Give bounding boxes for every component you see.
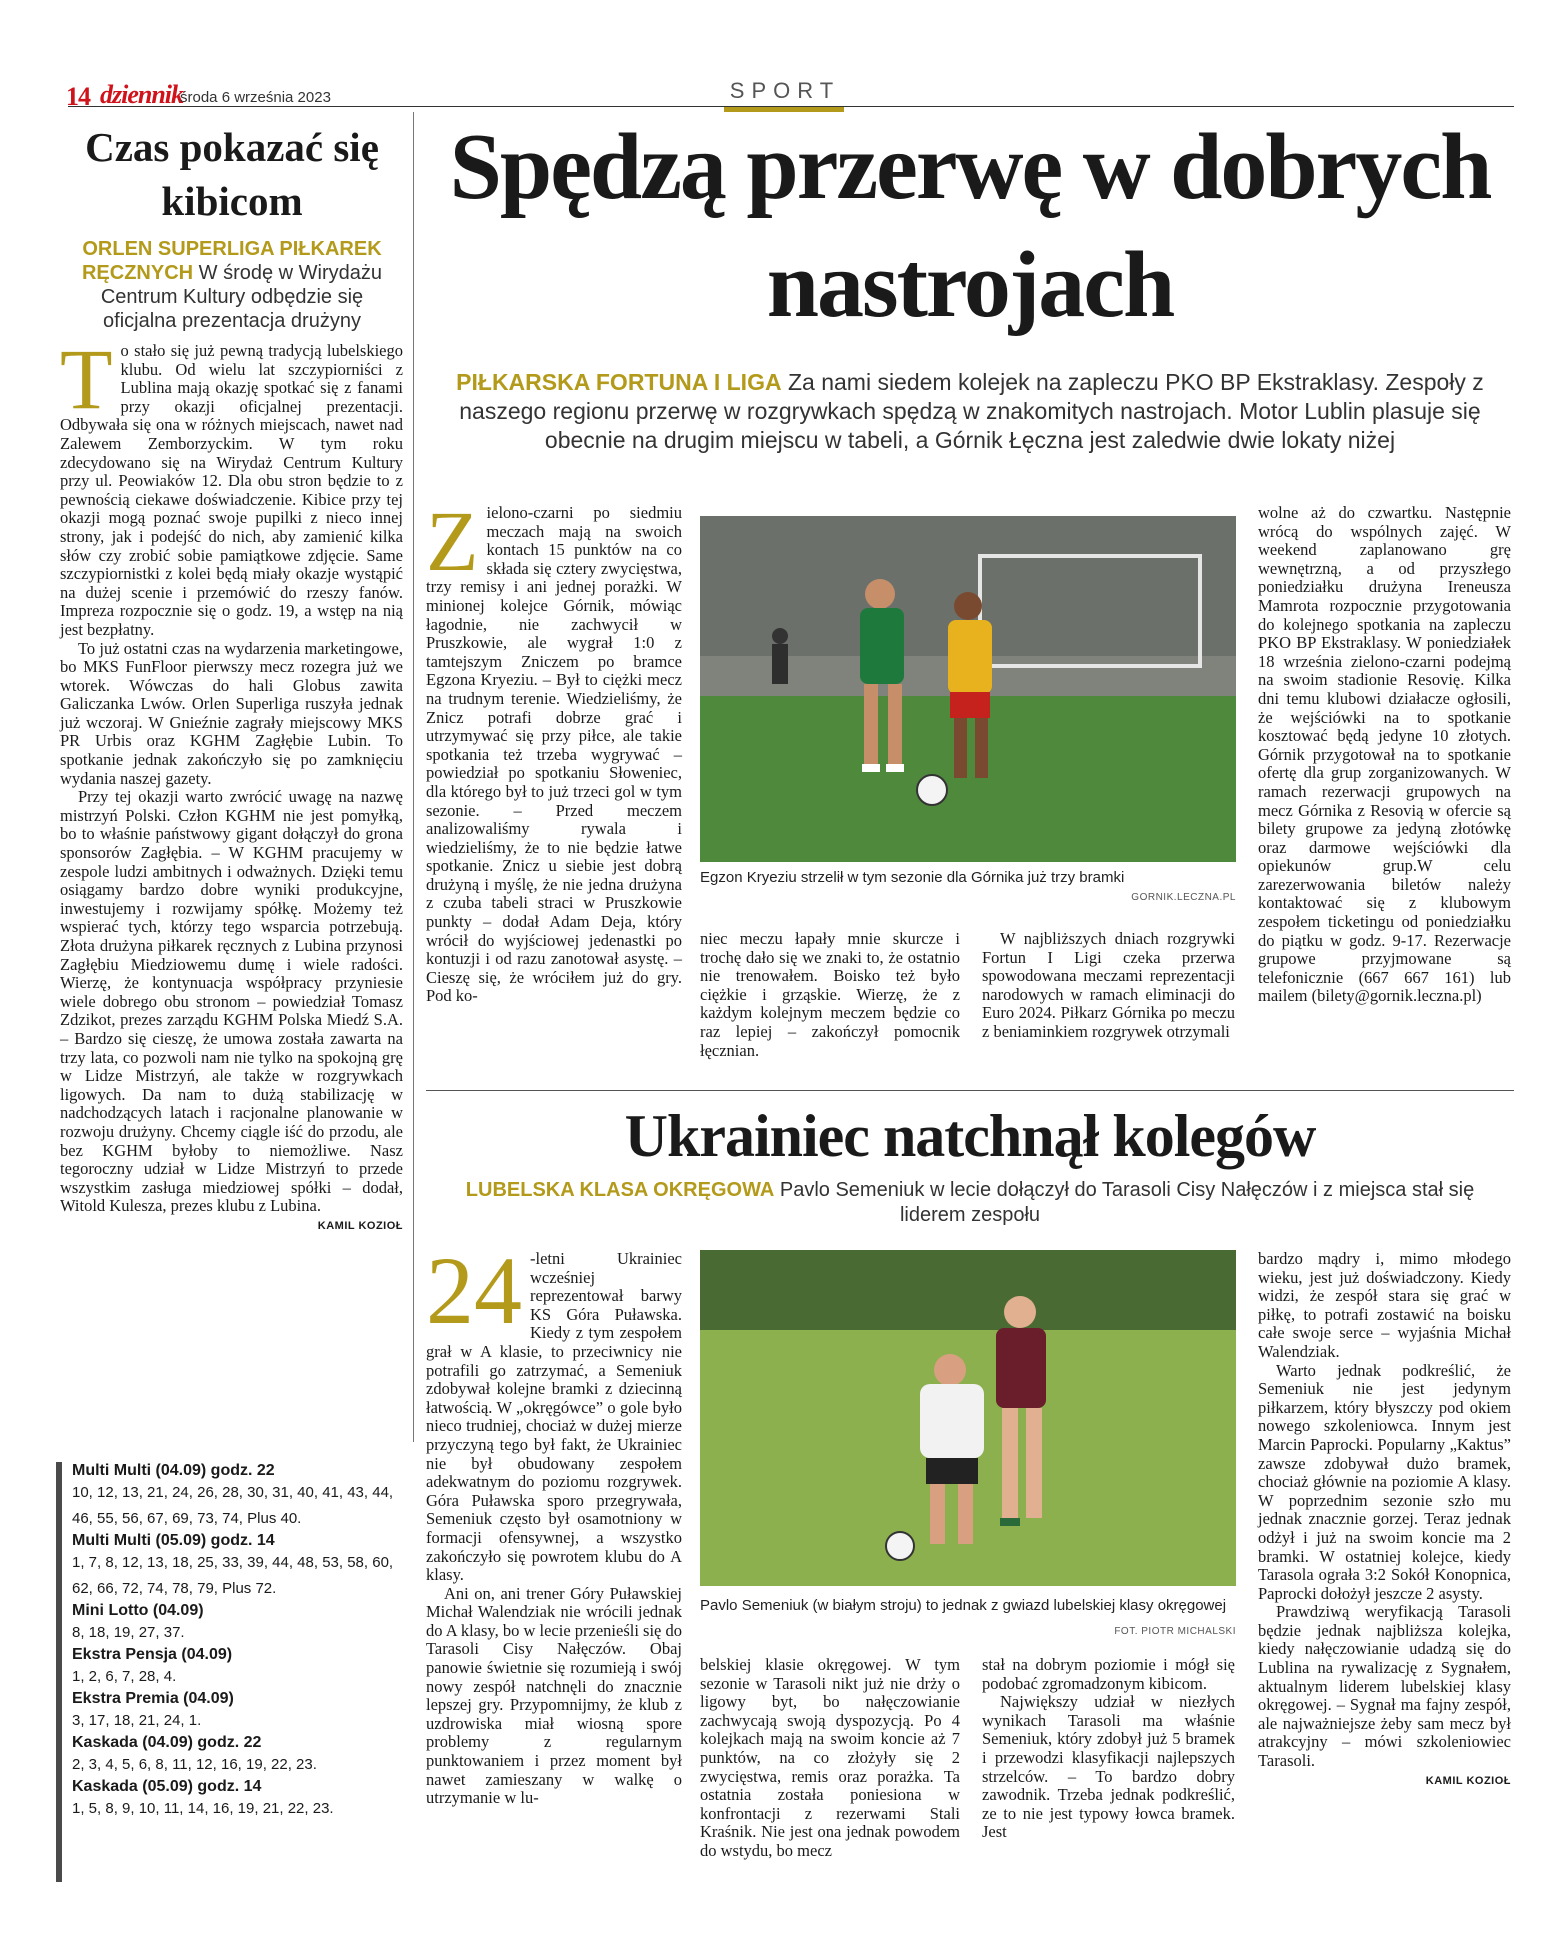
- left-article-dropcap: T: [60, 331, 113, 427]
- second-article-col4a-text: bardzo mądry i, mimo młodego wieku, jest już doświadczony. Kiedy widzi, że zespół stara się grać w piłkę, to potrafi zostawić na boisku całe swoje serce – wyjaśnia Michał Walendziak.: [1258, 1249, 1511, 1361]
- lotto-title: Ekstra Premia (04.09): [72, 1690, 234, 1707]
- second-article-col3a-text: stał na dobrym poziomie i mógł się podobać zgromadzonym kibicom.: [982, 1655, 1235, 1693]
- issue-date: środa 6 września 2023: [180, 89, 331, 106]
- left-article-byline: KAMIL KOZIOŁ: [317, 1219, 403, 1232]
- match-photo-illustration: [700, 516, 1236, 862]
- second-article-column-3: [982, 1656, 1235, 1842]
- main-article-column-1: [426, 493, 682, 1006]
- lotto-numbers: 1, 5, 8, 9, 10, 11, 14, 16, 19, 21, 22, 23.: [72, 1800, 334, 1817]
- main-photo-caption: Egzon Kryeziu strzelił w tym sezonie dla Górnika już trzy bramki: [700, 869, 1125, 886]
- second-article-column-2: [700, 1656, 960, 1861]
- second-article-col4b-text: Warto jednak podkreślić, że Semeniuk nie jest jedynym piłkarzem, który błyszczy pod okiem nowego szkoleniowca. Innym jest Marcin Paprocki. Popularny „Kaktus” zawsze zdobywał dużo bramek, chociaż głównie na poziomie A klasy. W poprzednim sezonie szło mu jednak znacznie gorzej. Teraz jednak odżył i już na swoim koncie ma 2 bramki. W ostatniej kolejce, kiedy Tarasola ograła 3:2 Sokół Konopnica, Paprocki dołożył jeszcze 2 asysty.: [1258, 1360, 1511, 1603]
- lotto-numbers: 10, 12, 13, 21, 24, 26, 28, 30, 31, 40, 41, 43, 44, 46, 55, 56, 67, 69, 73, 74, Plus 40.: [72, 1484, 394, 1527]
- main-article-column-4: [1258, 504, 1511, 1006]
- main-article-column-3: [982, 930, 1235, 1042]
- brand-logo: dziennik: [100, 80, 184, 109]
- lotto-title: Kaskada (04.09) godz. 22: [72, 1734, 262, 1751]
- second-article-lede-text: Pavlo Semeniuk w lecie dołączył do Tarasoli Cisy Nałęczów i z miejsca stał się liderem zespołu: [779, 1179, 1475, 1226]
- main-article-col4-text: wolne aż do czwartku. Następnie wrócą do wspólnych zajęć. W weekend zaplanowano grę wewnętrzną, a od przyszłego poniedziałku drużyna Ireneusza Mamrota rozpocznie przygotowania do kolejnego spotkania na zapleczu PKO BP Ekstraklasy. W poniedziałek 18 września zielono-czarni podejmą na swoim stadionie Resovię. Kilka dni temu klubowi działacze ogłosili, że wejściówki na to spotkanie kosztować będą jedyne 10 złotych. Górnik przygotował na to spotkanie ofertę dla grup zorganizowanych. W ramach rezerwacji grupowych na mecz Górnika z Resovią w ofercie są bilety grupowe za jedyną złotówkę oraz darmowe wejściówki dla opiekunów grup.W celu zarezerwowania biletów należy kontaktować się z klubowym zespołem ticketingu od poniedziałku do piątku w godz. 9-17. Rezerwacje grupowe przyjmowane są telefonicznie (667 667 161) lub mailem (bilety@gornik.leczna.pl): [1258, 503, 1511, 1006]
- article-divider: [426, 1090, 1514, 1091]
- lotto-list: [72, 1462, 398, 1822]
- left-article-kicker: ORLEN SUPERLIGA PIŁKAREK RĘCZNYCH: [81, 238, 382, 284]
- left-article-title: Czas pokazać się kibicom: [85, 124, 379, 224]
- match-photo-gornik: [700, 516, 1236, 862]
- left-article-lede: [70, 237, 394, 333]
- second-article-col1a-text: -letni Ukrainiec wcześniej reprezentował barwy KS Góra Puławska. Kiedy z tym zespołem grał w A klasie, to przeciwnicy nie potrafili go zatrzymać, a Semeniuk zdobywał kolejne bramki z dziecinną łatwością. W „okręgówce” o gole było nieco trudniej, chociaż w dużej mierze przyczyną tego był fakt, że Ukrainiec nie był obudowany zespołem adekwatnym do poziomu rozgrywek. Góra Puławska sporo przegrywała, Semeniuk często był osamotniony w formacji ofensywnej, a wszystko zakończyło się powrotem klubu do A klasy.: [426, 1249, 682, 1585]
- left-article-paragraph-3: Przy tej okazji warto zwrócić uwagę na nazwę mistrzyń Polski. Człon KGHM nie jest pomyłką, bo to właśnie państwowy gigant dołączył do grona sponsorów Zagłębia. – W KGHM pracujemy w zespole ludzi ambitnych i odważnych. Dzięki temu osiągamy bardzo dobre wyniki produkcyjne, inwestujemy i rozwijamy spółkę. Możemy też wspierać tych, którzy tego wsparcia potrzebują. Złota drużyna piłkarek ręcznych z Lubina przynosi Zagłębiu Miedziowemu dumę i wiele radości. Wierzę, że kontynuacja współpracy przyniesie wiele dobrego obu stronom – powiedział Tomasz Zdzikot, prezes zarządu KGHM Polska Miedź S.A. – Bardzo się cieszę, że umowa została zawarta na trzy lata, co pozwoli nam nie tylko na spokojną grę w Lidze Mistrzyń, ale także w rozgrywkach ligowych. Da nam to dużą stabilizację w nadchodzących latach i racjonalne planowanie w rozwoju drużyny. Chcemy ciągle iść do przodu, ale bez KGHM byłoby to niemożliwe. Nasz tegoroczny udział w Lidze Mistrzyń to przede wszystkim zasługa miedziowej spółki – dodał, Witold Kulesza, prezes klubu z Lubina.: [60, 787, 403, 1216]
- second-article-column-4: [1258, 1250, 1511, 1787]
- page-number: 14: [66, 82, 90, 111]
- main-article-col1-text: ielono-czarni po siedmiu meczach mają na swoich kontach 15 punktów na co składa się cztery zwycięstwa, trzy remisy i ani jednej porażki. W minionej kolejce Górnik, mówiąc łagodnie, nie zachwycił w Pruszkowie, ale wygrał 1:0 z tamtejszym Zniczem po bramce Egzona Kryeziu. – Był to ciężki mecz na trudnym terenie. Wiedzieliśmy, że Znicz potrafi dobrze grać i utrzymywać się przy piłce, ale takie spotkania też trzeba wygrywać – powiedział po spotkaniu Słoweniec, dla którego był to już trzeci gol w tym sezonie. – Przed meczem analizowaliśmy rywala i wiedzieliśmy, że to nie będzie łatwe spotkanie. Znicz u siebie jest dobrą drużyną i myślę, że nie jedna drużyna z czuba tabeli straci w Pruszkowie punkty – dodał Adam Deja, który wrócił do wyjściowej jedenastki po kontuzji i od razu zanotował asystę. – Cieszę się, że wróciłem już do gry. Pod ko-: [426, 503, 682, 1006]
- main-article-dropcap: Z: [426, 493, 479, 589]
- main-article-title: Spędzą przerwę w dobrych nastrojach: [449, 115, 1491, 337]
- main-article-lede-text: Za nami siedem kolejek na zapleczu PKO BP Ekstraklasy. Zespoły z naszego regionu przerwę w rozgrywkach spędzą w znakomitych nastrojach. Motor Lublin plasuje się obecnie na drugim miejscu w tabeli, a Górnik Łęczna jest zaledwie dwie lokaty niżej: [459, 369, 1484, 453]
- match-photo-tarasola: [700, 1250, 1236, 1586]
- main-article-kicker: PIŁKARSKA FORTUNA I LIGA: [456, 369, 782, 395]
- main-article-col2-text: niec meczu łapały mnie skurcze i trochę dało się we znaki to, że ostatnio nie trenowałem. Boisko też było ciężkie i grząskie. Wierzę, że z każdym kolejnym meczem będzie co raz lepiej – zakończył pomocnik łęcznian.: [700, 929, 960, 1060]
- lotto-numbers: 8, 18, 19, 27, 37.: [72, 1624, 185, 1641]
- lotto-title: Multi Multi (04.09) godz. 22: [72, 1462, 275, 1479]
- column-divider: [413, 112, 414, 1442]
- second-photo-caption: Pavlo Semeniuk (w białym stroju) to jednak z gwiazd lubelskiej klasy okręgowej: [700, 1597, 1227, 1614]
- main-article-col3-text: W najbliższych dniach rozgrywki Fortun I Ligi czeka przerwa spowodowana meczami reprezentacji narodowych w ramach eliminacji do Euro 2024. Piłkarz Górnika po meczu z beniaminkiem rozgrywek otrzymali: [982, 929, 1235, 1041]
- lotto-numbers: 3, 17, 18, 21, 24, 1.: [72, 1712, 202, 1729]
- left-article-paragraph-2: To już ostatni czas na wydarzenia marketingowe, bo MKS FunFloor pierwszy mecz rozegra już we wtorek. Wówczas do hali Globus zawita Galiczanka Lwów. Orlen Superliga ruszyła jednak już wczoraj. W Gnieźnie zagrały miejscowy MKS PR Urbis oraz KGHM Zagłębie Lubin. To spotkanie jednak zakończyło się po zamknięciu wydania naszej gazety.: [60, 638, 403, 788]
- match-photo-illustration: [700, 1250, 1236, 1586]
- left-article-lede-text: W środę w Wirydażu Centrum Kultury odbędzie się oficjalna prezentacja drużyny: [100, 262, 383, 332]
- second-article-column-1: [426, 1237, 682, 1808]
- main-photo-credit: GORNIK.LECZNA.PL: [1131, 892, 1236, 903]
- lotto-title: Multi Multi (05.09) godz. 14: [72, 1532, 275, 1549]
- second-article-kicker: LUBELSKA KLASA OKRĘGOWA: [465, 1179, 775, 1201]
- second-article-col3b-text: Największy udział w niezłych wynikach Tarasoli ma właśnie Semeniuk, który zdobył już 5 bramek i przewodzi klasyfikacji najlepszych strzelców. – To bardzo dobry zawodnik. Trzeba jednak podkreślić, ze to nie jest typowy łowca bramek. Jest: [982, 1692, 1235, 1842]
- second-article-col1b-text: Ani on, ani trener Góry Puławskiej Michał Walendziak nie wrócili jednak do A klasy, bo w lecie przenieśli się do Tarasoli Cisy Nałęczów. Obaj panowie świetnie się rozumieją i swój nowy zespół natchnęli do znacznie lepszej gry. Przypomnijmy, że klub z uzdrowiska miał wiosną spore problemy z regularnym punktowaniem i przez moment był nawet zamieszany w walkę o utrzymanie w lu-: [426, 1583, 682, 1808]
- lotto-title: Ekstra Pensja (04.09): [72, 1646, 233, 1663]
- lotto-numbers: 2, 3, 4, 5, 6, 8, 11, 12, 16, 19, 22, 23.: [72, 1756, 317, 1773]
- main-article-column-2: [700, 930, 960, 1060]
- lotto-numbers: 1, 7, 8, 12, 13, 18, 25, 33, 39, 44, 48, 53, 58, 60, 62, 66, 72, 74, 78, 79, Plus 72.: [72, 1554, 394, 1597]
- second-article-title: Ukrainiec natchnął kolegów: [624, 1103, 1316, 1169]
- second-article-byline: KAMIL KOZIOŁ: [1425, 1774, 1511, 1787]
- left-article-body: [60, 331, 403, 1232]
- second-photo-credit: FOT. PIOTR MICHALSKI: [1114, 1626, 1236, 1637]
- top-rule: [68, 106, 1514, 107]
- lotto-title: Mini Lotto (04.09): [72, 1602, 204, 1619]
- lotto-title: Kaskada (05.09) godz. 14: [72, 1778, 262, 1795]
- second-article-col2-text: belskiej klasie okręgowej. W tym sezonie w Tarasoli nikt już nie drży o ligowy byt, bo nałęczowianie zachwycają swoją dyspozycją. Po 4 kolejkach mają na swoim koncie aż 7 punktów, na co złożyły się 2 zwycięstwa, remis oraz porażka. Ta ostatnia została poniesiona w konfrontacji z rezerwami Stali Kraśnik. Nie jest ona jednak powodem do wstydu, bo mecz: [700, 1655, 960, 1860]
- lotto-results-box: [56, 1462, 399, 1882]
- second-article-lede: [440, 1178, 1500, 1228]
- lotto-numbers: 1, 2, 6, 7, 28, 4.: [72, 1668, 177, 1685]
- second-article-dropcap: 24: [426, 1237, 522, 1344]
- main-article-lede: [430, 368, 1510, 455]
- lotto-accent-bar: [56, 1462, 62, 1882]
- section-label: SPORT: [729, 78, 841, 103]
- second-article-col4c-text: Prawdziwą weryfikacją Tarasoli będzie jednak najbliższa kolejka, kiedy nałęczowianie udadzą się do Lublina na rywalizację z Sygnałem, aktualnym liderem lubelskiej klasy okręgowej. – Sygnał ma fajny zespół, ale najważniejsze żeby sam mecz był atrakcyjny – mówi szkoleniowiec Tarasoli.: [1258, 1602, 1511, 1771]
- left-article-paragraph-1: o stało się już pewną tradycją lubelskiego klubu. Od wielu lat szczypiorniści z Lublina mają okazję spotkać się z fanami przy okazji oficjalnej prezentacji. Odbywała się ona w różnych miejscach, nawet nad Zalewem Zemborzyckim. W tym roku zdecydowano się na Wirydaż Centrum Kultury przy ul. Peowiaków 12. Dla obu stron będzie to z pewnością ciekawe doświadczenie. Kibice przy tej okazji mogą poznać swoje pupilki z nieco innej strony, jak i podejść do nich, aby zamienić kilka słów czy zrobić sobie pamiątkowe zdjęcie. Same szczypiornistki z kolei będą miały okazje wystąpić na dużej scenie i przemówić do rzeszy fanów. Impreza rozpocznie się o godz. 19, a wstęp na nią jest bezpłatny.: [60, 341, 403, 639]
